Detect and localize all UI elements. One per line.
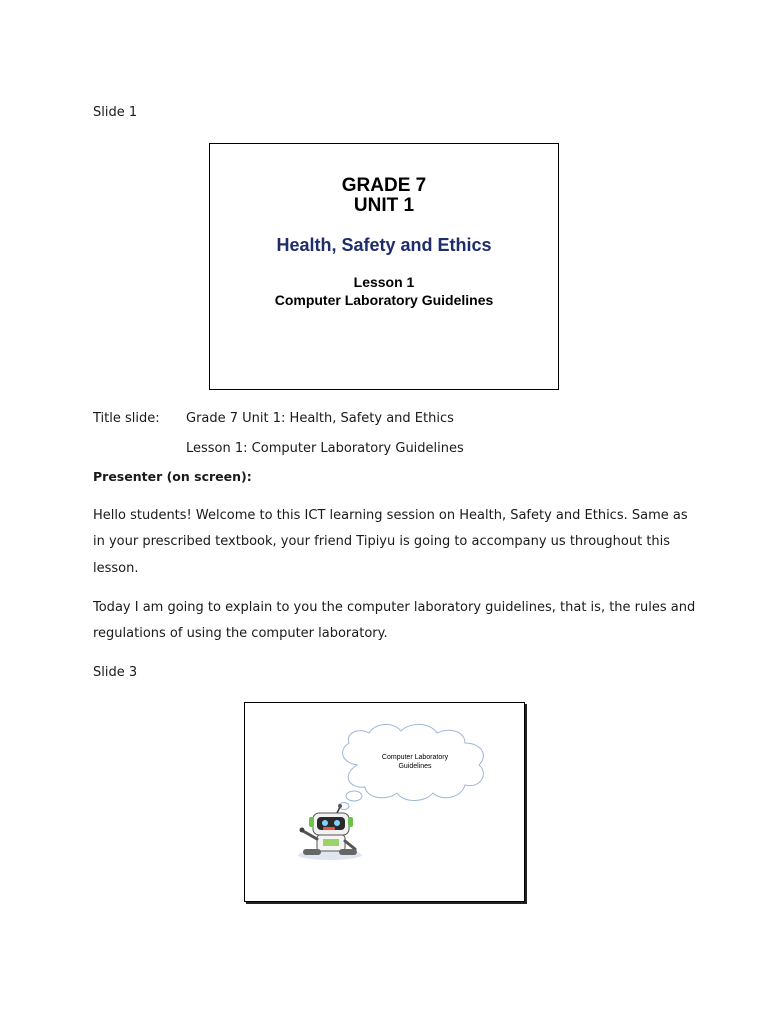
presenter-heading: Presenter (on screen):: [93, 469, 252, 484]
robot-mascot-icon: [298, 804, 362, 860]
slide-grade: GRADE 7: [341, 175, 427, 196]
narration-line: Hello students! Welcome to this ICT learning session on Health, Safety and Ethics. Same as: [93, 508, 688, 523]
slide-1-label: Slide 1: [93, 105, 138, 120]
narration-line: Today I am going to explain to you the computer laboratory guidelines, that is, the rules and: [93, 600, 696, 615]
title-slide-label: Title slide:: [93, 411, 160, 426]
narration-line: regulations of using the computer laboratory.: [93, 626, 388, 641]
thought-cloud-graphic: [245, 703, 524, 901]
cloud-text: [365, 753, 465, 771]
slide-lesson: Lesson 1: [353, 274, 415, 290]
narration-line: lesson.: [93, 561, 139, 576]
cloud-text-line-1: Computer Laboratory: [381, 754, 449, 761]
slide-lesson-title: Computer Laboratory Guidelines: [274, 292, 494, 308]
narration-line: in your prescribed textbook, your friend Tipiyu is going to accompany us throughout this: [93, 534, 671, 549]
slide-1-image: [209, 143, 559, 390]
slide-3-image: [244, 702, 525, 902]
slide-title: Health, Safety and Ethics: [276, 235, 492, 255]
title-slide-line-2: Lesson 1: Computer Laboratory Guidelines: [186, 441, 464, 456]
title-slide-line-1: Grade 7 Unit 1: Health, Safety and Ethics: [186, 411, 454, 426]
slide-3-label: Slide 3: [93, 665, 138, 680]
cloud-text-line-2: Guidelines: [398, 763, 432, 770]
slide-unit: UNIT 1: [353, 195, 415, 216]
